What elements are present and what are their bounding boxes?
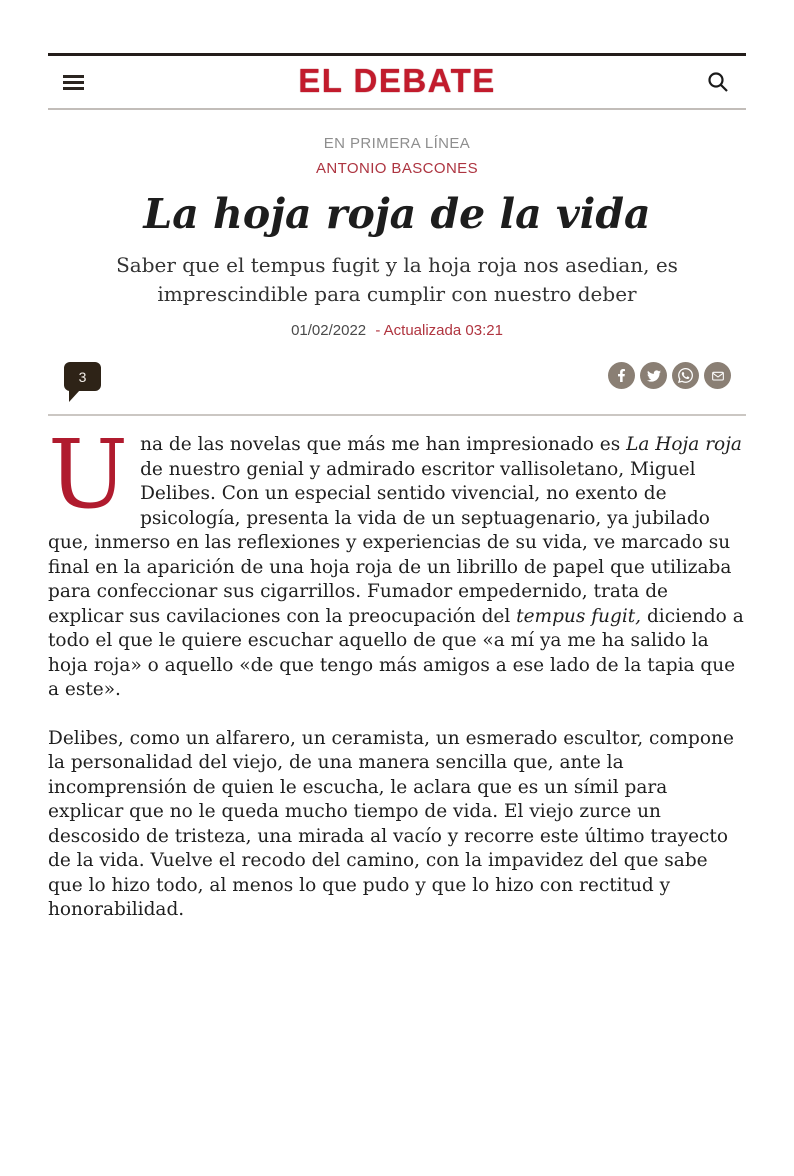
hamburger-icon bbox=[63, 75, 84, 78]
article-paragraph bbox=[48, 420, 746, 703]
search-icon bbox=[706, 70, 730, 94]
share-twitter-button[interactable] bbox=[640, 362, 667, 389]
body-text: diciendo a todo el que le quiere escuchar aquello de que «a mí ya me ha salido la hoja roja» o aquello «de que tengo más amigos a ese lado de la tapia que a este». bbox=[48, 605, 744, 700]
site-header bbox=[48, 56, 746, 110]
author-link[interactable]: ANTONIO BASCONES bbox=[316, 160, 478, 177]
email-icon bbox=[710, 368, 726, 384]
share-whatsapp-button[interactable] bbox=[672, 362, 699, 389]
dateline bbox=[48, 322, 746, 339]
divider-rule bbox=[48, 414, 746, 416]
whatsapp-icon bbox=[678, 368, 693, 383]
article-subtitle: Saber que el tempus fugit y la hoja roja nos asedian, es imprescindible para cumplir con nuestro deber bbox=[116, 253, 678, 306]
article bbox=[48, 135, 746, 923]
hamburger-icon bbox=[63, 87, 84, 90]
italic-text: tempus fugit, bbox=[516, 605, 642, 627]
italic-text: La Hoja roja bbox=[626, 434, 742, 455]
hamburger-icon bbox=[63, 81, 84, 84]
facebook-icon bbox=[615, 369, 628, 382]
menu-button[interactable] bbox=[63, 75, 84, 90]
body-text: na de las novelas que más me han impresionado es bbox=[140, 434, 627, 455]
comments-badge[interactable] bbox=[64, 362, 101, 391]
body-text: de nuestro genial y admirado escritor vallisoletano, Miguel Delibes. Con un especial sentido vivencial, no exento de psicología, presenta la vida de un septuagenario, ya jubilado que, inmerso en las reflexiones y experiencias de su vida, ve marcado su final en la aparición de una hoja roja de un librillo de papel que utilizaba para confeccionar sus cigarrillos. Fumador empedernido, trata de explicar sus cavilaciones con la preocupación del bbox=[48, 458, 732, 627]
comments-count: 3 bbox=[78, 368, 87, 385]
section-kicker[interactable]: EN PRIMERA LÍNEA bbox=[323, 135, 471, 152]
share-facebook-button[interactable] bbox=[608, 362, 635, 389]
social-icons bbox=[608, 362, 731, 389]
publish-date: 01/02/2022 bbox=[291, 322, 367, 339]
article-body bbox=[48, 420, 746, 923]
article-paragraph bbox=[48, 727, 746, 923]
twitter-icon bbox=[647, 369, 661, 383]
updated-time: - Actualizada 03:21 bbox=[375, 322, 503, 339]
search-button[interactable] bbox=[705, 69, 731, 95]
site-logo[interactable]: EL DEBATE bbox=[298, 62, 496, 100]
page-container bbox=[48, 53, 746, 923]
article-title: La hoja roja de la vida bbox=[143, 190, 651, 238]
share-row bbox=[48, 362, 746, 391]
share-email-button[interactable] bbox=[704, 362, 731, 389]
body-text: Delibes, como un alfarero, un ceramista, un esmerado escultor, compone la personalidad del viejo, de una manera sencilla que, ante la incomprensión de quien le escucha, le aclara que es un símil para explicar que no le queda mucho tiempo de vida. El viejo zurce un descosido de tristeza, una mirada al vacío y recorre este último trayecto de la vida. Vuelve el recodo del camino, con la impavidez del que sabe que lo hizo todo, al menos lo que pudo y que lo hizo con rectitud y honorabilidad. bbox=[48, 727, 734, 920]
drop-cap: U bbox=[48, 420, 129, 530]
